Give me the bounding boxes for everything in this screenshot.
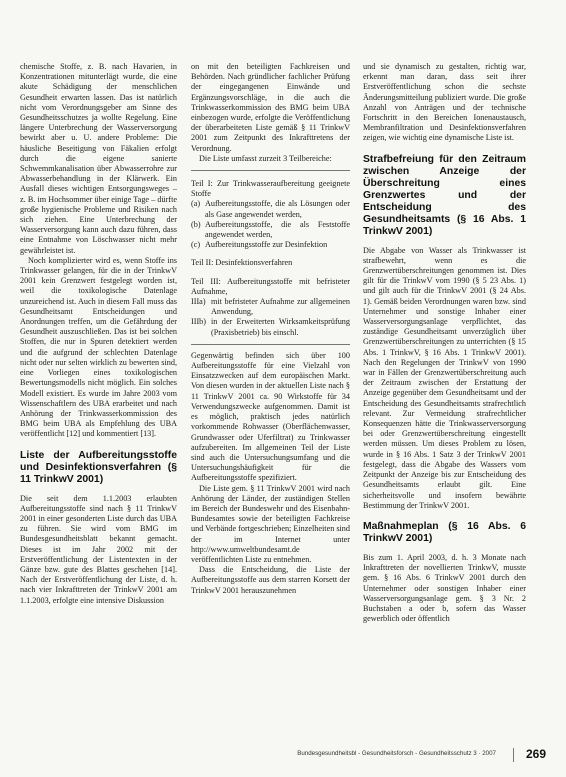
list-heading: Teil II: Desinfektionsverfahren [191,258,293,268]
paragraph: Die Liste gem. § 11 TrinkwV 2001 wird nach Anhörung der Länder, der zuständigen Stellen im Bereich der Bundeswehr und des Eisenbahn-Bundesamtes sowie der beteiligten Fachkreise und Verbände fortgeschrieben; Einzelheiten sind der im Internet unter http://www.umweltbundesamt.de veröffentlichten Liste zu entnehmen. [191,483,350,564]
list-teil-2 [191,258,350,268]
list-item: (a) Aufbereitungsstoffe, die als Lösungen oder als Gase angewendet werden, [191,199,350,219]
paragraph: Noch komplizierter wird es, wenn Stoffe ins Trinkwasser gelangen, für die in der TrinkwV 2001 kein Grenzwert festgelegt worden ist, weil die toxikologische Datenlage unzureichend ist. Auch in diesem Fall muss das Gesundheitsamt Entscheidungen und Anordnungen treffen, um die Gefährdung der Gesundheit auszuschließen. Das ist bei solchen Stoffen, die nur in Spuren detektiert werden und die aufgrund der schlechten Datenlage nicht oder nur selten wirklich zu bewerten sind, eine Vorliegen eines toxikologischen Bewertungsmodells nicht möglich. Ein solches Modell existiert. Es wurde im Jahre 2003 vom Wissenschaftlern des UBA erarbeitet und nach Anhörung der Trinkwasserkommission des BMG beim UBA als Empfehlung des UBA veröffentlicht [12] und kommentiert [13]. [20,255,177,439]
footer-divider [513,748,514,762]
paragraph: und sie dynamisch zu gestalten, richtig war, erkennt man daran, dass seit ihrer Erstveröffentlichung schon die sechste Änderungsmitteilung publiziert wurde. Die große Anzahl von Anträgen und der technische Fortschritt in den Bereichen Ionenaustausch, Membranfiltration und Desinfektionsverfahren zeigen, wie wichtig eine dynamische Liste ist. [363,62,526,143]
paragraph: Die seit dem 1.1.2003 erlaubten Aufbereitungsstoffe sind nach § 11 TrinkwV 2001 in einer gesonderten Liste durch das UBA zu führen. Sie wird vom BMG im Bundesgesundheitsblatt bekannt gemacht. Dieses ist im Jahr 2002 mit der Erstveröffentlichung der Listentexten in der Gänze bzw. gute des Blattes geschehen [14]. Nach der Erstveröffentlichung der Liste, d. h. nach vier Inkrafttreten der TrinkwV 2001 am 1.1.2003, erfolgte eine intensive Diskussion [20,493,177,605]
text-column-right [363,62,526,624]
page-number: 269 [525,747,546,761]
section-heading-strafbefreiung: Strafbefreiung für den Zeitraum zwischen Anzeige der Überschreitung eines Grenzwertes und der Entscheidung des Gesundheitsamts (§ 16 Abs. 1 TrinkwV 2001) [363,153,526,237]
section-heading-massnahmeplan: Maßnahmeplan (§ 16 Abs. 6 TrinkwV 2001) [363,520,526,544]
paragraph: Bis zum 1. April 2003, d. h. 3 Monate nach Inkrafttreten der novellierten TrinkwV, musste gem. § 16 Abs. 6 TrinkwV 2001 durch den Unternehmer oder sonstigen Inhaber einer Wasserversorgungsanlage gem. § 3 Nr. 2 Buchstaben a oder b, sofern das Wasser gewerblich oder öffentlich [363,552,526,624]
paragraph: Die Liste umfasst zurzeit 3 Teilbereiche: [199,153,332,163]
paragraph: Dass die Entscheidung, die Liste der Aufbereitungsstoffe aus dem starren Korsett der TrinkwV 2001 herauszunehmen [191,565,350,595]
paragraph: Gegenwärtig befinden sich über 100 Aufbereitungsstoffe für eine Vielzahl von Einsatzzwecken auf dem europäischen Markt. Von diesen wurden in der aktuellen Liste nach § 11 TrinkwV 2001 ca. 90 Wirkstoffe für 34 Verwendungszwecke aufgenommen. Damit ist es möglich, praktisch jedes natürlich vorkommende Rohwasser (Oberflächenwasser, Grundwasser oder Uferfiltrat) zu Trinkwasser aufzubereiten. Im allgemeinen Teil der Liste sind auch die Untersuchungsumfang und die Untersuchungshäufigkeit für die Aufbereitungsstoffe spezifiziert. [191,350,350,483]
paragraph: Die Abgabe von Wasser als Trinkwasser ist strafbewehrt, wenn es die Grenzwertüberschreitungen genommen ist. Dies gilt für die TrinkwV vom 1990 (§ 5 23 Abs. 1) und gilt auch für die TrinkwV 2001 (§ 24 Abs. 1). Gemäß beiden Verordnungen waren bzw. sind Unternehmer und sonstige Inhaber einer Wasserversorgungsanlage verpflichtet, das zuständige Gesundheitsamt unverzüglich über Grenzwertüberschreitungen zu unterrichten (§ 15 Abs. 1 TrinkwV, § 16 Abs. 1 TrinkwV 2001). Nach den Regelungen der TrinkwV von 1990 war in Fällen der Grenzwertüberschreitung auch der Zeitraum zwischen der Erstattung der Anzeige gegenüber dem Gesundheitsamt und der Entscheidung des Gesundheitsamts strafrechtlich relevant. Zur Vermeidung strafrechtlicher Konsequenzen hätte die Trinkwasserversorgung bei oder Grenzwertüberschreitung eingestellt werden müssen. Um dieses Problem zu lösen, wurde in § 16 Abs. 1 Satz 3 der TrinkwV 2001 festgelegt, dass die Abgabe des Wassers vom Zeitpunkt der Anzeige bis zur Entscheidung des Gesundheitsamts erlaubt gilt. Eine sicherheitsvolle und insofern bewährte Bestimmung der TrinkwV 2001. [363,245,526,510]
journal-citation: Bundesgesundheitsbl - Gesundheitsforsch - Gesundheitsschutz 3 · 2007 [297,750,496,757]
divider [191,170,350,171]
divider [191,344,350,345]
list-heading: Teil I: Zur Trinkwasseraufbereitung geeignete Stoffe [191,179,350,199]
list-item: IIIa) mit befristeter Aufnahme zur allgemeinen Anwendung, [191,297,350,317]
text-column-left [20,62,177,606]
list-item: (c) Aufbereitungsstoffe zur Desinfektion [191,240,328,250]
list-heading: Teil III: Aufbereitungsstoffe mit befristeter Aufnahme, [191,276,350,296]
page-footer [0,748,566,762]
list-teil-3 [191,277,350,338]
list-teil-1 [191,179,350,250]
text-column-middle [191,62,350,596]
list-item: (b) Aufbereitungsstoffe, die als Feststoffe angewendet werden, [191,219,350,240]
paragraph: chemische Stoffe, z. B. nach Havarien, in Konzentrationen mitunterlägt wurde, die eine akute Schädigung der menschlichen Gesundheit erwarten lassen. Das ist natürlich nicht vom Verordnungsgeber am Sinne des Gesundheitsschutzes ja wollte Regelung. Eine längere Unterbrechung der Wasserversorgung bewirkt aber u. U. andere Probleme: Die häusliche Beseitigung von Fäkalien erfolgt durch die eigene sanierte Schwemmkanalisation über Abwasserrohre zur Abwasserbehandlung in der Klärwerk. Ein Ausfall dieses wichtigen Entsorgungsweges – z. B. im Hochsommer über einige Tage – dürfte große hygienische Probleme und Risiken nach sich ziehen. Eine Unterbrechung der Wasserversorgung kann auch dazu führen, dass eine Entnahme von Löschwasser nicht mehr gewährleistet ist. [20,62,177,255]
section-heading-aufbereitungsstoffe: Liste der Aufbereitungsstoffe und Desinfektionsverfahren (§ 11 TrinkwV 2001) [20,449,177,485]
list-item: IIIb) in der Erweiterten Wirksamkeitsprüfung (Praxisbetrieb) bis einschl. [191,317,350,337]
paragraph: on mit den beteiligten Fachkreisen und Behörden. Nach gründlicher fachlicher Prüfung der eingegangenen Einwände und Ergänzungsvorschläge, in die auch die Trinkwasserkommission des BMG beim UBA einbezogen wurde, erfolgte die Veröffentlichung der überarbeiteten Liste gemäß § 11 TrinkwV 2001 zum Zeitpunkt des Inkrafttretens der Verordnung. [191,62,350,153]
